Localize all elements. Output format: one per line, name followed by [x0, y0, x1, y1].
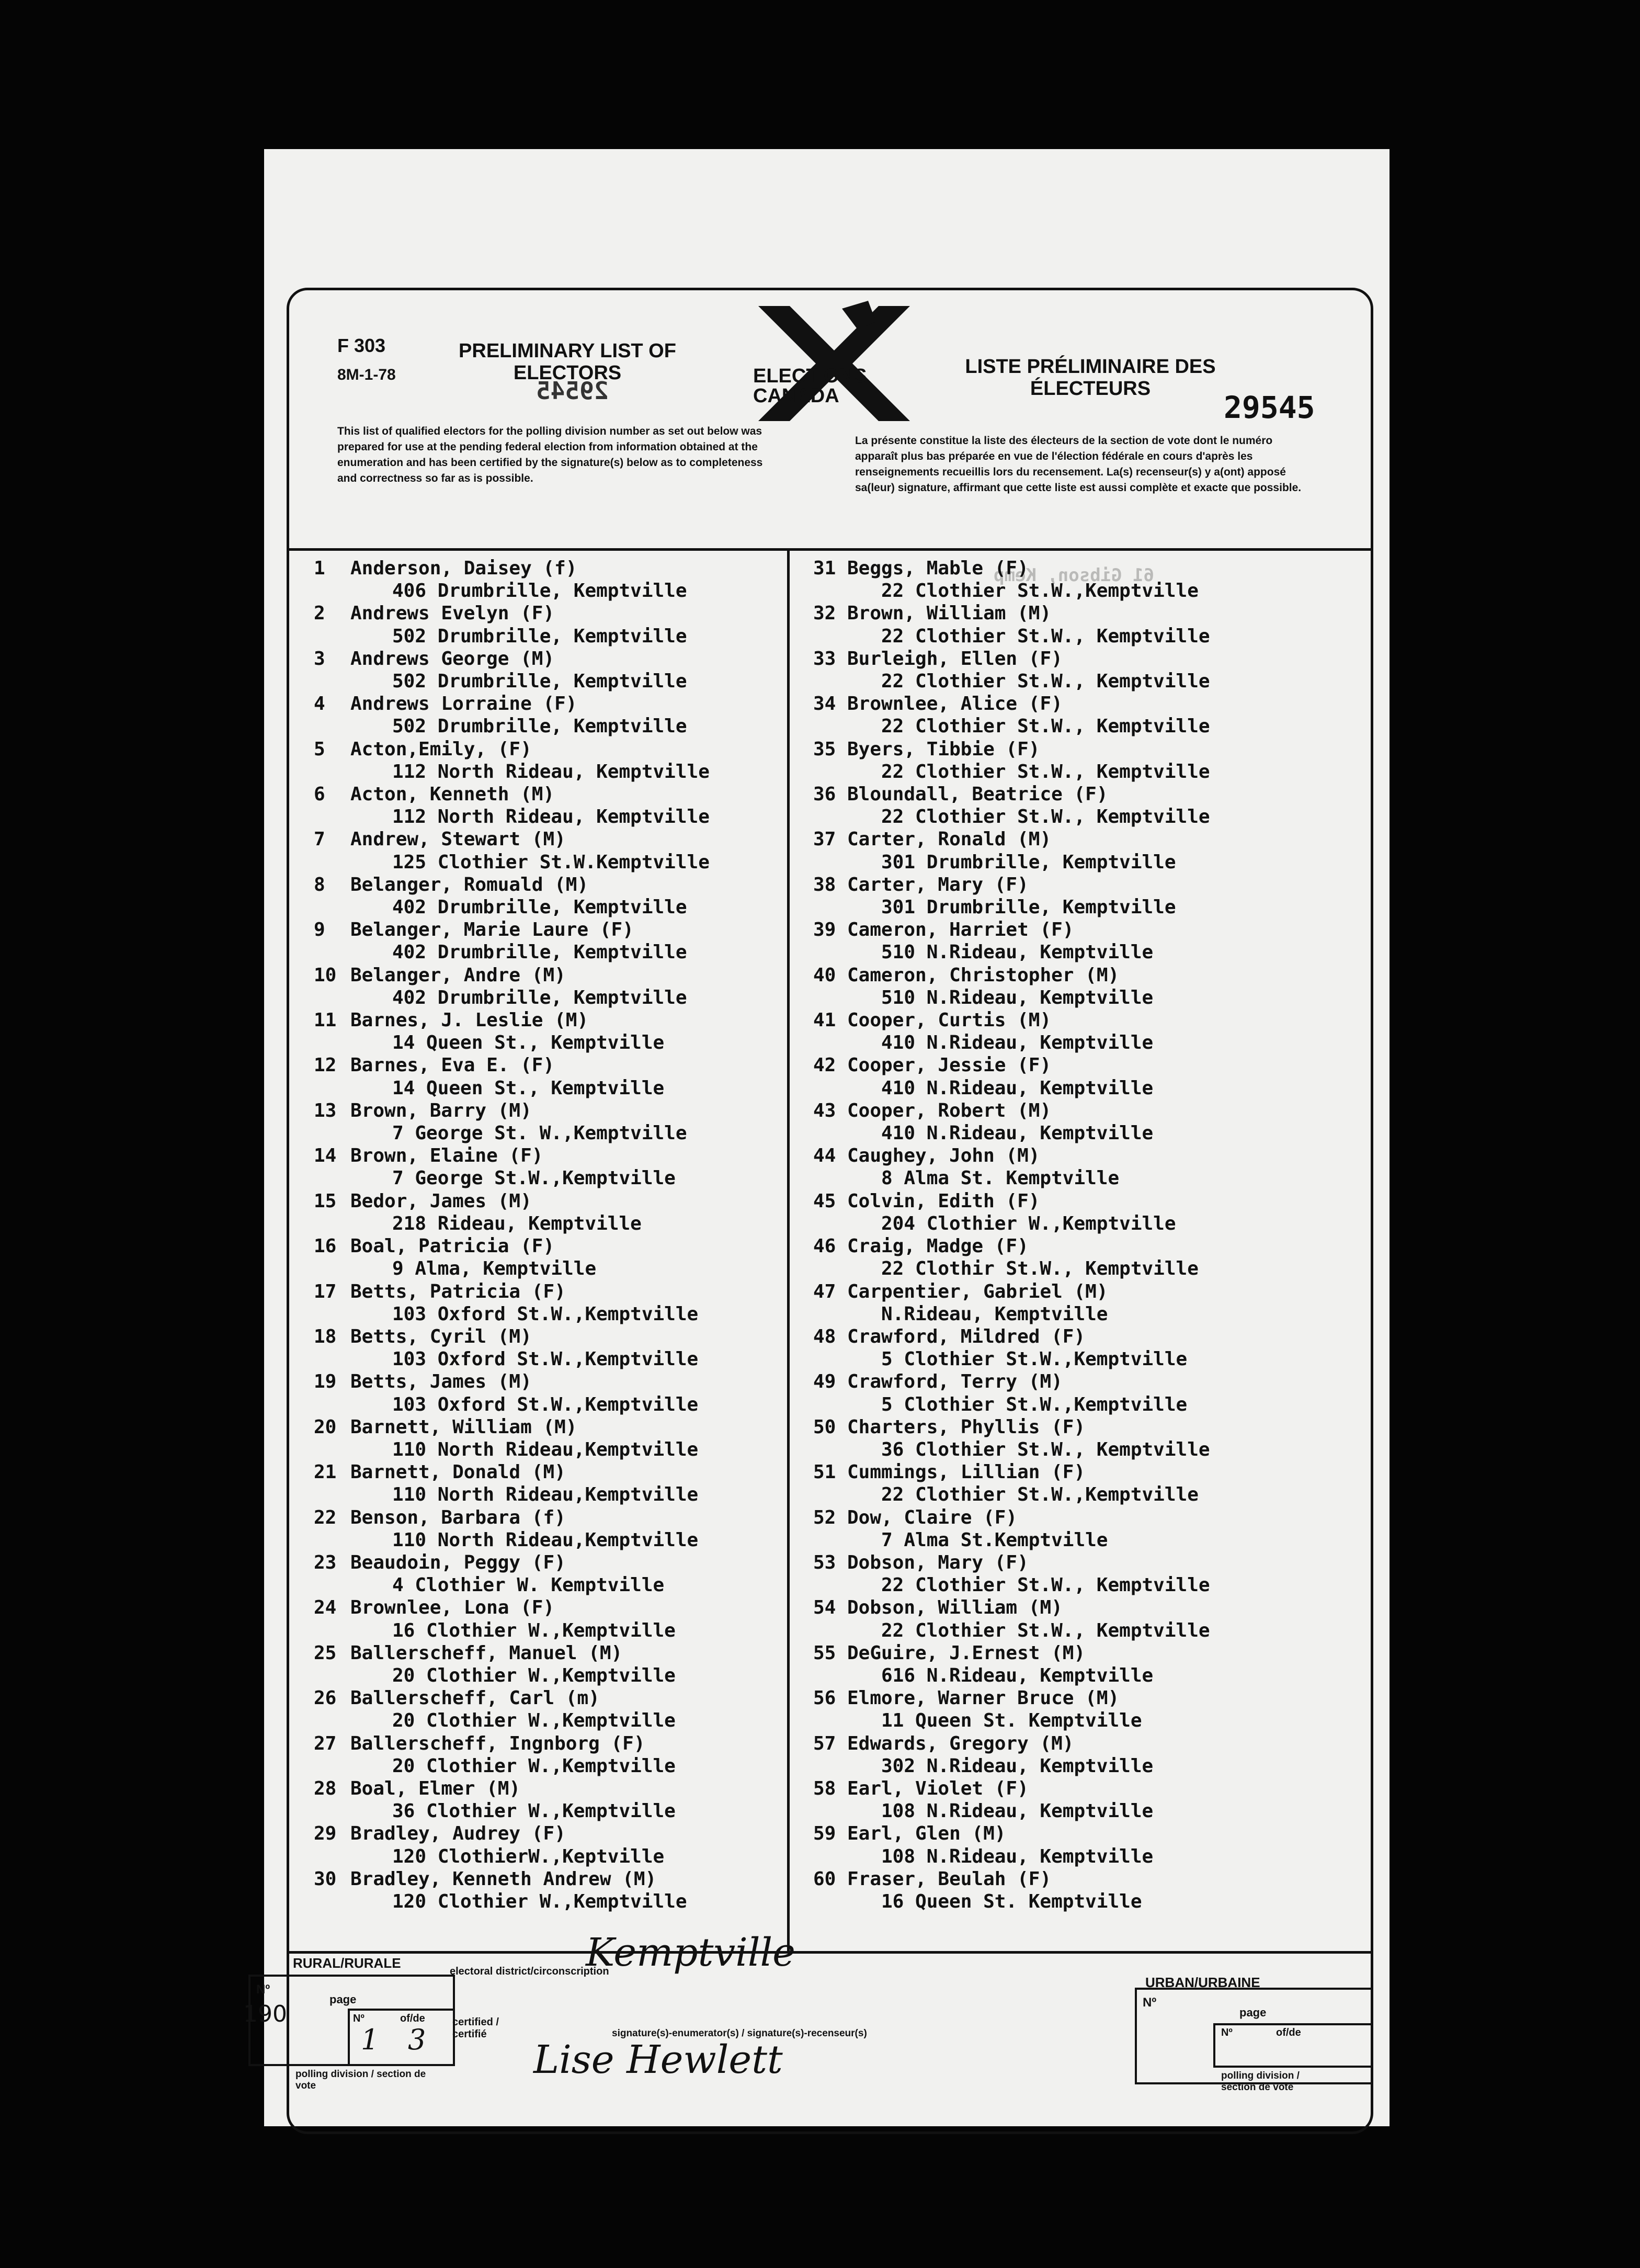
elector-number: 18 [314, 1325, 337, 1347]
elector-address: 16 Queen St. Kemptville [881, 1890, 1142, 1912]
elector-address: 22 Clothier St.W.,Kemptville [881, 580, 1199, 602]
elector-address: 14 Queen St., Kemptville [392, 1077, 665, 1099]
elector-number: 41 [813, 1010, 836, 1031]
elector-row [314, 964, 779, 986]
elector-number: 44 [813, 1145, 836, 1167]
elector-name: Brown, William (M) [847, 603, 1052, 625]
elector-number: 2 [314, 603, 325, 625]
elector-address: 301 Drumbrille, Kemptville [881, 897, 1176, 918]
elector-name: Ballerscheff, Carl (m) [350, 1687, 600, 1709]
elector-address: 120 Clothier W.,Kemptville [392, 1890, 687, 1912]
elector-address: 410 N.Rideau, Kemptville [881, 1032, 1154, 1054]
elector-row [314, 1235, 779, 1257]
elector-name: Benson, Barbara (f) [350, 1506, 566, 1528]
elector-address: 103 Oxford St.W.,Kemptville [392, 1348, 699, 1370]
elector-number: 46 [813, 1235, 836, 1257]
elector-address: 110 North Rideau,Kemptville [392, 1484, 699, 1506]
elector-name: Boal, Patricia (F) [350, 1235, 555, 1257]
elector-name: Betts, Cyril (M) [350, 1325, 532, 1347]
elector-name: Bloundall, Beatrice (F) [847, 784, 1108, 806]
elector-address: 22 Clothier St.W., Kemptville [881, 625, 1210, 647]
elector-number: 30 [314, 1868, 337, 1890]
elector-number: 53 [813, 1551, 836, 1573]
elector-row [813, 874, 1368, 896]
elector-number: 22 [314, 1506, 337, 1528]
elector-number: 57 [813, 1732, 836, 1754]
elector-number: 20 [314, 1416, 337, 1438]
elector-address: 8 Alma St. Kemptville [881, 1167, 1120, 1189]
elector-number: 52 [813, 1506, 836, 1528]
elector-address: 7 George St.W.,Kemptville [392, 1167, 676, 1189]
elector-row [314, 783, 779, 806]
elector-row [314, 1642, 779, 1664]
certified-label: certified / certifié [452, 2016, 499, 2040]
elector-name: Andrews Lorraine (F) [350, 693, 577, 715]
elector-row [314, 1506, 779, 1529]
elector-name: Anderson, Daisey (f) [350, 558, 577, 579]
elector-name: Earl, Glen (M) [847, 1823, 1006, 1845]
elector-number: 48 [813, 1325, 836, 1347]
elector-name: Ballerscheff, Ingnborg (F) [350, 1732, 645, 1754]
elector-address: 16 Clothier W.,Kemptville [392, 1619, 676, 1641]
elector-name: Andrews Evelyn (F) [350, 603, 555, 625]
elector-row [314, 1190, 779, 1212]
signature-label: signature(s)-enumerator(s) / signature(s)-recenseur(s) [612, 2028, 867, 2039]
page-total: 3 [408, 2023, 426, 2056]
elector-number: 45 [813, 1190, 836, 1212]
elector-name: Brown, Elaine (F) [350, 1145, 543, 1167]
elector-name: Crawford, Terry (M) [847, 1371, 1063, 1393]
elector-name: Cooper, Curtis (M) [847, 1010, 1052, 1031]
elector-number: 36 [813, 784, 836, 806]
elector-name: Earl, Violet (F) [847, 1777, 1029, 1799]
elector-name: Colvin, Edith (F) [847, 1190, 1040, 1212]
elector-row [314, 1551, 779, 1574]
elector-number: 39 [813, 919, 836, 941]
elector-address: 22 Clothier St.W.,Kemptville [881, 1484, 1199, 1506]
elector-name: Andrew, Stewart (M) [350, 829, 566, 850]
elector-name: Barnett, Donald (M) [350, 1461, 566, 1483]
elector-number: 60 [813, 1868, 836, 1890]
elector-name: Brownlee, Lona (F) [350, 1597, 555, 1619]
elector-row [813, 1642, 1368, 1664]
elector-row [813, 1551, 1368, 1574]
elector-number: 38 [813, 874, 836, 895]
elector-row [314, 1325, 779, 1348]
elector-row [813, 1777, 1368, 1800]
elector-number: 27 [314, 1732, 337, 1754]
note-english: This list of qualified electors for the polling division number as set out below was prepared for use at the pending federal election from information obtained at the enumeration and has been certified by the signature(s) below as to completeness and correctness so far as is possible. [337, 425, 763, 484]
elector-name: Elmore, Warner Bruce (M) [847, 1687, 1120, 1709]
elector-number: 16 [314, 1235, 337, 1257]
elector-name: Bradley, Audrey (F) [350, 1823, 566, 1845]
urban-label: URBAN/URBAINE [1145, 1975, 1260, 1990]
serial-number-ghost: 29545 [536, 377, 609, 405]
elector-row [813, 557, 1368, 580]
elector-number: 47 [813, 1280, 836, 1302]
title-french: LISTE PRÉLIMINAIRE DES ÉLECTEURS [965, 356, 1216, 400]
elector-address: N.Rideau, Kemptville [881, 1303, 1108, 1325]
elector-name: Craig, Madge (F) [847, 1235, 1029, 1257]
elector-number: 42 [813, 1054, 836, 1076]
elector-row [813, 1687, 1368, 1709]
elector-address: 5 Clothier St.W.,Kemptville [881, 1348, 1188, 1370]
serial-number: 29545 [1224, 390, 1315, 425]
elector-address: 22 Clothier St.W., Kemptville [881, 761, 1210, 783]
of-label: of/de [400, 2013, 425, 2024]
rural-page-label: page [329, 1993, 357, 2006]
elector-address: 7 Alma St.Kemptville [881, 1529, 1108, 1551]
elector-address: 510 N.Rideau, Kemptville [881, 986, 1154, 1008]
elector-number: 37 [813, 829, 836, 850]
elector-row [314, 1099, 779, 1122]
elector-name: Belanger, Romuald (M) [350, 874, 589, 895]
elector-address: 36 Clothier W.,Kemptville [392, 1800, 676, 1822]
elector-address: 502 Drumbrille, Kemptville [392, 625, 687, 647]
elector-address: 402 Drumbrille, Kemptville [392, 897, 687, 918]
elector-row [314, 648, 779, 670]
rural-no-label: Nº [256, 1982, 270, 1997]
elector-address: 502 Drumbrille, Kemptville [392, 716, 687, 738]
elector-name: Byers, Tibbie (F) [847, 738, 1040, 760]
elector-number: 15 [314, 1190, 337, 1212]
elector-name: Belanger, Marie Laure (F) [350, 919, 634, 941]
elector-row [813, 602, 1368, 625]
electoral-district-handwritten: Kemptville [586, 1930, 795, 1975]
urban-no-label: Nº [1143, 1995, 1157, 2010]
elector-number: 23 [314, 1551, 337, 1573]
page-no-label: Nº [353, 2013, 365, 2024]
electors-list-left [314, 557, 779, 1913]
electoral-district-label: electoral district/circonscription [450, 1966, 609, 1977]
elector-row [314, 1144, 779, 1167]
form-code: F 303 [337, 335, 386, 356]
elector-name: Cooper, Robert (M) [847, 1099, 1052, 1121]
elector-address: 218 Rideau, Kemptville [392, 1212, 642, 1234]
elector-row [314, 738, 779, 761]
elector-number: 51 [813, 1461, 836, 1483]
elector-number: 56 [813, 1687, 836, 1709]
elector-row [314, 1280, 779, 1303]
elector-name: Bedor, James (M) [350, 1190, 532, 1212]
elector-address: 22 Clothier St.W., Kemptville [881, 1619, 1210, 1641]
elector-name: Ballerscheff, Manuel (M) [350, 1642, 623, 1664]
elector-address: 406 Drumbrille, Kemptville [392, 580, 687, 602]
elector-name: Fraser, Beulah (F) [847, 1868, 1052, 1890]
elector-number: 40 [813, 964, 836, 986]
elector-row [813, 1099, 1368, 1122]
elector-row [813, 1054, 1368, 1076]
elector-row [314, 1461, 779, 1483]
elector-name: Betts, James (M) [350, 1371, 532, 1393]
elector-name: Charters, Phyllis (F) [847, 1416, 1086, 1438]
elector-address: 22 Clothier St.W., Kemptville [881, 806, 1210, 828]
elector-row [314, 1822, 779, 1845]
electors-list-right [813, 557, 1368, 1913]
elector-row [813, 648, 1368, 670]
elector-address: 7 George St. W.,Kemptville [392, 1122, 687, 1144]
elector-number: 35 [813, 738, 836, 760]
elector-name: Barnes, J. Leslie (M) [350, 1010, 589, 1031]
show-through-ghost: 61 Gibson, Kemp [994, 565, 1155, 586]
elector-number: 1 [314, 558, 325, 579]
elector-number: 29 [314, 1823, 337, 1845]
elector-number: 14 [314, 1145, 337, 1167]
elector-row [314, 828, 779, 850]
enumerator-signature: Lise Hewlett [533, 2037, 783, 2082]
elector-number: 32 [813, 603, 836, 625]
elector-address: 112 North Rideau, Kemptville [392, 806, 710, 828]
elector-name: Cameron, Christopher (M) [847, 964, 1120, 986]
elector-name: Beggs, Mable (F) [847, 558, 1029, 579]
elections-canada-logo-icon [748, 301, 920, 426]
elector-address: 410 N.Rideau, Kemptville [881, 1122, 1154, 1144]
elector-row [813, 1235, 1368, 1257]
elector-address: 502 Drumbrille, Kemptville [392, 671, 687, 693]
elector-address: 14 Queen St., Kemptville [392, 1032, 665, 1054]
elector-address: 402 Drumbrille, Kemptville [392, 942, 687, 963]
elector-row [314, 1009, 779, 1031]
elector-name: Carter, Mary (F) [847, 874, 1029, 895]
elector-number: 50 [813, 1416, 836, 1438]
elector-name: Betts, Patricia (F) [350, 1280, 566, 1302]
elector-number: 43 [813, 1099, 836, 1121]
urban-page-label: page [1239, 2006, 1267, 2019]
elector-name: Carter, Ronald (M) [847, 829, 1052, 850]
elector-number: 6 [314, 784, 325, 806]
elector-number: 10 [314, 964, 337, 986]
elector-row [314, 874, 779, 896]
elector-row [813, 1190, 1368, 1212]
elector-row [813, 1732, 1368, 1755]
elector-address: 204 Clothier W.,Kemptville [881, 1212, 1176, 1234]
elector-address: 108 N.Rideau, Kemptville [881, 1845, 1154, 1867]
elector-address: 110 North Rideau,Kemptville [392, 1529, 699, 1551]
elector-number: 9 [314, 919, 325, 941]
column-divider [787, 549, 790, 1951]
elector-name: Carpentier, Gabriel (M) [847, 1280, 1108, 1302]
elector-row [314, 693, 779, 715]
elector-row [314, 1416, 779, 1438]
elector-address: 402 Drumbrille, Kemptville [392, 986, 687, 1008]
elector-address: 5 Clothier St.W.,Kemptville [881, 1393, 1188, 1415]
urban-of-label: of/de [1276, 2027, 1301, 2038]
elector-row [813, 1144, 1368, 1167]
header-divider [287, 548, 1373, 551]
rural-label: RURAL/RURALE [293, 1955, 401, 1971]
elector-name: Cameron, Harriet (F) [847, 919, 1074, 941]
elector-row [813, 918, 1368, 941]
elector-number: 19 [314, 1371, 337, 1393]
elector-name: Cooper, Jessie (F) [847, 1054, 1052, 1076]
elector-name: Acton, Kenneth (M) [350, 784, 555, 806]
elector-row [314, 1054, 779, 1076]
form-date: 8M-1-78 [337, 366, 396, 383]
elector-address: 108 N.Rideau, Kemptville [881, 1800, 1154, 1822]
elector-address: 4 Clothier W. Kemptville [392, 1574, 665, 1596]
elector-row [813, 1596, 1368, 1619]
elector-name: Caughey, John (M) [847, 1145, 1040, 1167]
elector-address: 410 N.Rideau, Kemptville [881, 1077, 1154, 1099]
elector-name: Dobson, William (M) [847, 1597, 1063, 1619]
elector-name: DeGuire, J.Ernest (M) [847, 1642, 1086, 1664]
elector-name: Barnes, Eva E. (F) [350, 1054, 555, 1076]
elector-address: 22 Clothir St.W., Kemptville [881, 1258, 1199, 1280]
elector-name: Boal, Elmer (M) [350, 1777, 521, 1799]
elector-row [813, 693, 1368, 715]
elector-row [314, 557, 779, 580]
elector-number: 7 [314, 829, 325, 850]
elector-number: 17 [314, 1280, 337, 1302]
title-english: PRELIMINARY LIST OF ELECTORS [459, 340, 676, 384]
elector-number: 28 [314, 1777, 337, 1799]
elector-address: 20 Clothier W.,Kemptville [392, 1755, 676, 1777]
elector-name: Brownlee, Alice (F) [847, 693, 1063, 715]
elector-address: 103 Oxford St.W.,Kemptville [392, 1303, 699, 1325]
elector-name: Belanger, Andre (M) [350, 964, 566, 986]
elector-number: 34 [813, 693, 836, 715]
elector-address: 22 Clothier St.W., Kemptville [881, 671, 1210, 693]
elector-name: Beaudoin, Peggy (F) [350, 1551, 566, 1573]
elector-number: 55 [813, 1642, 836, 1664]
elector-address: 9 Alma, Kemptville [392, 1258, 597, 1280]
elector-row [813, 1822, 1368, 1845]
elector-address: 112 North Rideau, Kemptville [392, 761, 710, 783]
urban-page-no-label: Nº [1221, 2027, 1233, 2038]
elector-row [813, 1280, 1368, 1303]
elector-name: Dow, Claire (F) [847, 1506, 1018, 1528]
elector-address: 301 Drumbrille, Kemptville [881, 851, 1176, 873]
elector-address: 36 Clothier St.W., Kemptville [881, 1438, 1210, 1460]
elector-name: Andrews George (M) [350, 648, 555, 670]
elector-address: 20 Clothier W.,Kemptville [392, 1664, 676, 1686]
elector-row [813, 1506, 1368, 1529]
elector-number: 26 [314, 1687, 337, 1709]
elector-number: 49 [813, 1371, 836, 1393]
elector-address: 11 Queen St. Kemptville [881, 1710, 1142, 1732]
note-french: La présente constitue la liste des électeurs de la section de vote dont le numéro apparaît plus bas préparée en vue de l'élection fédérale en cours d'après les renseignements recueillis lors du recensement. La(s) recenseur(s) y a(ont) apposé sa(leur) signature, affirmant que cette liste est aussi complète et exacte que possible. [855, 435, 1302, 494]
elector-number: 13 [314, 1099, 337, 1121]
elector-name: Barnett, William (M) [350, 1416, 577, 1438]
elector-number: 54 [813, 1597, 836, 1619]
logo-wordmark: ELECTIONS CANADA [753, 365, 867, 407]
elector-number: 58 [813, 1777, 836, 1799]
footer-divider [287, 1951, 1373, 1954]
elector-row [314, 1596, 779, 1619]
elector-address: 20 Clothier W.,Kemptville [392, 1710, 676, 1732]
elector-row [813, 1325, 1368, 1348]
polling-division-label: polling division / section de vote [295, 2069, 426, 2091]
elector-address: 510 N.Rideau, Kemptville [881, 942, 1154, 963]
polling-division-number: 190 [243, 2001, 287, 2027]
elector-name: Edwards, Gregory (M) [847, 1732, 1074, 1754]
elector-number: 12 [314, 1054, 337, 1076]
elector-number: 25 [314, 1642, 337, 1664]
elector-row [813, 738, 1368, 761]
elector-row [314, 918, 779, 941]
elector-number: 59 [813, 1823, 836, 1845]
elector-row [314, 1370, 779, 1393]
urban-polling-division-label: polling division / section de vote [1221, 2070, 1300, 2093]
elector-address: 22 Clothier St.W., Kemptville [881, 1574, 1210, 1596]
elector-row [813, 1416, 1368, 1438]
elector-number: 11 [314, 1010, 337, 1031]
elector-name: Dobson, Mary (F) [847, 1551, 1029, 1573]
elector-row [813, 1370, 1368, 1393]
elector-row [314, 1868, 779, 1890]
elector-row [813, 1461, 1368, 1483]
elector-row [813, 1009, 1368, 1031]
elector-row [813, 783, 1368, 806]
elector-name: Acton,Emily, (F) [350, 738, 532, 760]
elector-number: 24 [314, 1597, 337, 1619]
elector-name: Cummings, Lillian (F) [847, 1461, 1086, 1483]
page-number: 1 [361, 2023, 379, 2056]
elector-address: 125 Clothier St.W.Kemptville [392, 851, 710, 873]
elector-row [813, 1868, 1368, 1890]
elector-number: 8 [314, 874, 325, 895]
elector-name: Crawford, Mildred (F) [847, 1325, 1086, 1347]
elector-address: 302 N.Rideau, Kemptville [881, 1755, 1154, 1777]
elector-number: 31 [813, 558, 836, 579]
elector-name: Bradley, Kenneth Andrew (M) [350, 1868, 657, 1890]
elector-row [813, 964, 1368, 986]
elector-number: 4 [314, 693, 325, 715]
elector-row [813, 828, 1368, 850]
elector-number: 5 [314, 738, 325, 760]
elector-number: 21 [314, 1461, 337, 1483]
elector-number: 3 [314, 648, 325, 670]
elector-row [314, 602, 779, 625]
elector-row [314, 1687, 779, 1709]
elector-address: 103 Oxford St.W.,Kemptville [392, 1393, 699, 1415]
elector-row [314, 1732, 779, 1755]
elector-address: 120 ClothierW.,Keptville [392, 1845, 665, 1867]
elector-address: 616 N.Rideau, Kemptville [881, 1664, 1154, 1686]
elector-name: Burleigh, Ellen (F) [847, 648, 1063, 670]
elector-number: 33 [813, 648, 836, 670]
elector-address: 110 North Rideau,Kemptville [392, 1438, 699, 1460]
elector-name: Brown, Barry (M) [350, 1099, 532, 1121]
elector-address: 22 Clothier St.W., Kemptville [881, 716, 1210, 738]
elector-row [314, 1777, 779, 1800]
